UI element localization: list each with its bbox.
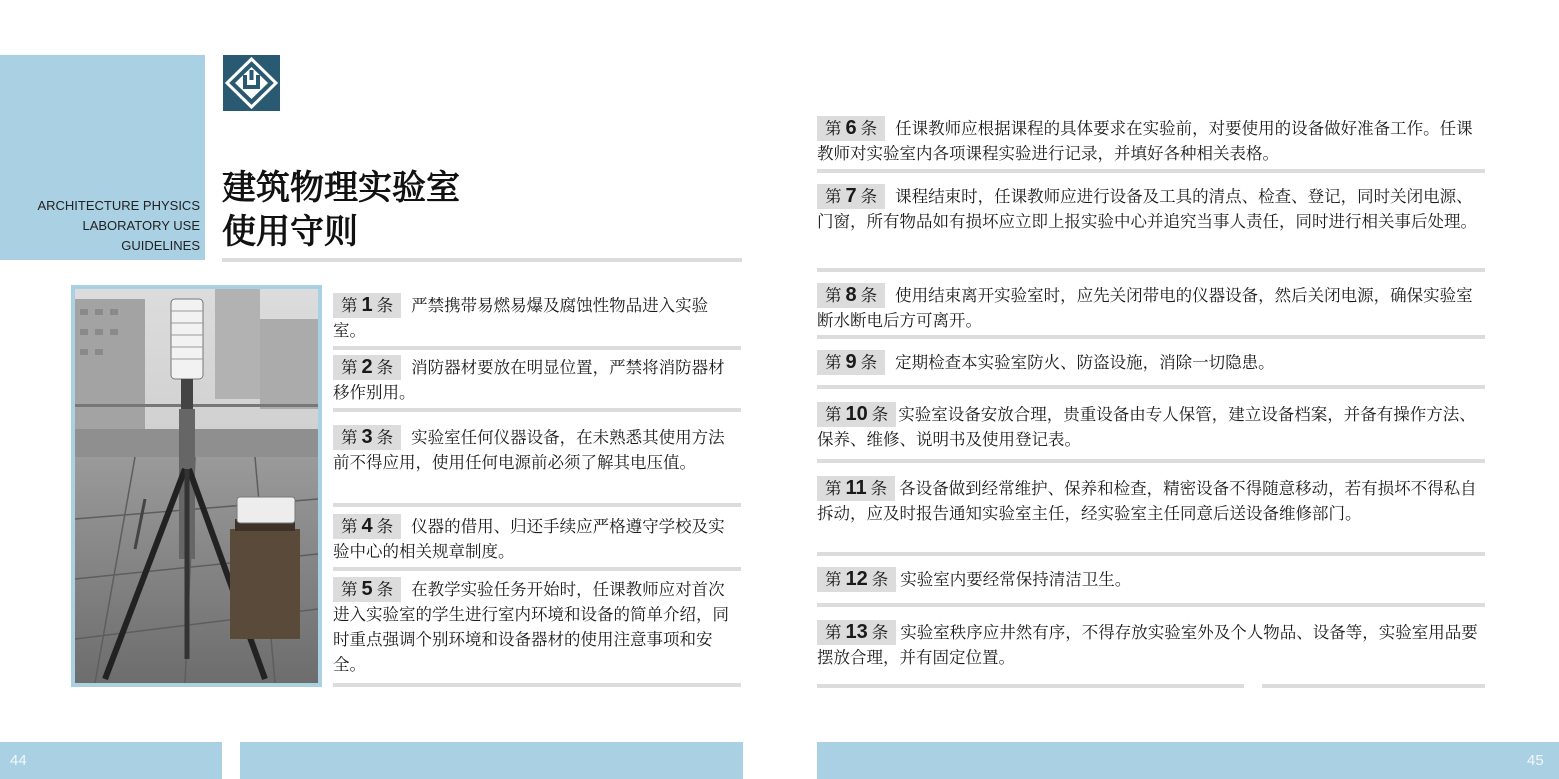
article-item [333,355,738,405]
article-divider [817,385,1485,389]
article-divider [333,683,741,687]
article-item [817,620,1482,670]
article-label: 第 13 条 [817,620,896,645]
article-divider [817,552,1485,556]
article-item [817,402,1482,452]
english-title-line: LABORATORY USE [82,218,200,233]
article-divider [333,408,741,412]
article-label: 第 1 条 [333,293,401,318]
english-title-line: ARCHITECTURE PHYSICS [37,198,200,213]
logo-icon [223,55,280,111]
article-text: 各设备做到经常维护、保养和检查，精密设备不得随意移动，若有损坏不得私自拆动，应及时报告通知实验室主任，经实验室主任同意后送设备维修部门。 [817,479,1477,523]
article-text: 消防器材要放在明显位置，严禁将消防器材移作别用。 [333,358,725,402]
article-divider [817,169,1485,173]
article-label: 第 2 条 [333,355,401,380]
article-text: 实验室设备安放合理，贵重设备由专人保管，建立设备档案，并备有操作方法、保养、维修、说明书及使用登记表。 [817,405,1476,449]
article-item [817,184,1482,234]
article-label: 第 6 条 [817,116,885,141]
article-label: 第 3 条 [333,425,401,450]
weather-station-photo [75,289,318,683]
footer-bar-left-wide [240,742,743,779]
english-title-line: GUIDELINES [121,238,200,253]
article-text: 使用结束离开实验室时，应先关闭带电的仪器设备，然后关闭电源，确保实验室断水断电后方可离开。 [817,286,1473,330]
article-divider [333,503,741,507]
english-title [0,196,200,256]
article-item [817,116,1482,166]
article-divider [333,346,741,350]
footer-bar-left [0,742,222,779]
article-item [817,283,1482,333]
article-text: 实验室秩序应井然有序，不得存放实验室外及个人物品、设备等，实验室用品要摆放合理，并有固定位置。 [817,623,1478,667]
article-text: 定期检查本实验室防火、防盗设施，消除一切隐患。 [895,353,1275,372]
article-divider [817,268,1485,272]
article-label: 第 11 条 [817,476,895,501]
footer-bar-right [817,742,1559,779]
article-item [333,293,738,343]
article-divider [817,603,1485,607]
article-label: 第 5 条 [333,577,401,602]
page-number-left: 44 [10,752,27,769]
page-title-line: 建筑物理实验室 [222,168,460,208]
article-text: 严禁携带易燃易爆及腐蚀性物品进入实验室。 [333,296,709,340]
article-label: 第 7 条 [817,184,885,209]
article-text: 仪器的借用、归还手续应严格遵守学校及实验中心的相关规章制度。 [333,517,725,561]
article-divider [817,459,1485,463]
article-divider [333,567,741,571]
article-divider [1262,684,1485,688]
page-title-line: 使用守则 [222,212,358,252]
article-label: 第 4 条 [333,514,401,539]
article-text: 实验室任何仪器设备，在未熟悉其使用方法前不得应用，使用任何电源前必须了解其电压值。 [333,428,725,472]
article-item [817,350,1482,375]
article-item [333,514,738,564]
article-item [333,577,738,677]
article-text: 在教学实验任务开始时，任课教师应对首次进入实验室的学生进行室内环境和设备的简单介绍，同时重点强调个别环境和设备器材的使用注意事项和安全。 [333,580,729,674]
article-label: 第 8 条 [817,283,885,308]
article-text: 任课教师应根据课程的具体要求在实验前，对要使用的设备做好准备工作。任课教师对实验室内各项课程实验进行记录，并填好各种相关表格。 [817,119,1473,163]
article-text: 课程结束时，任课教师应进行设备及工具的清点、检查、登记，同时关闭电源、门窗，所有物品如有损坏应立即上报实验中心并追究当事人责任，同时进行相关事后处理。 [817,187,1477,231]
article-divider [817,684,1244,688]
page-number-right: 45 [1527,752,1544,769]
title-divider [222,258,742,262]
page-title [222,166,460,254]
article-divider [817,335,1485,339]
article-item [817,476,1482,526]
article-item [817,567,1482,592]
article-label: 第 12 条 [817,567,896,592]
article-label: 第 9 条 [817,350,885,375]
article-text: 实验室内要经常保持清洁卫生。 [900,570,1132,589]
photo-frame [71,285,322,687]
article-item [333,425,738,475]
article-label: 第 10 条 [817,402,896,427]
